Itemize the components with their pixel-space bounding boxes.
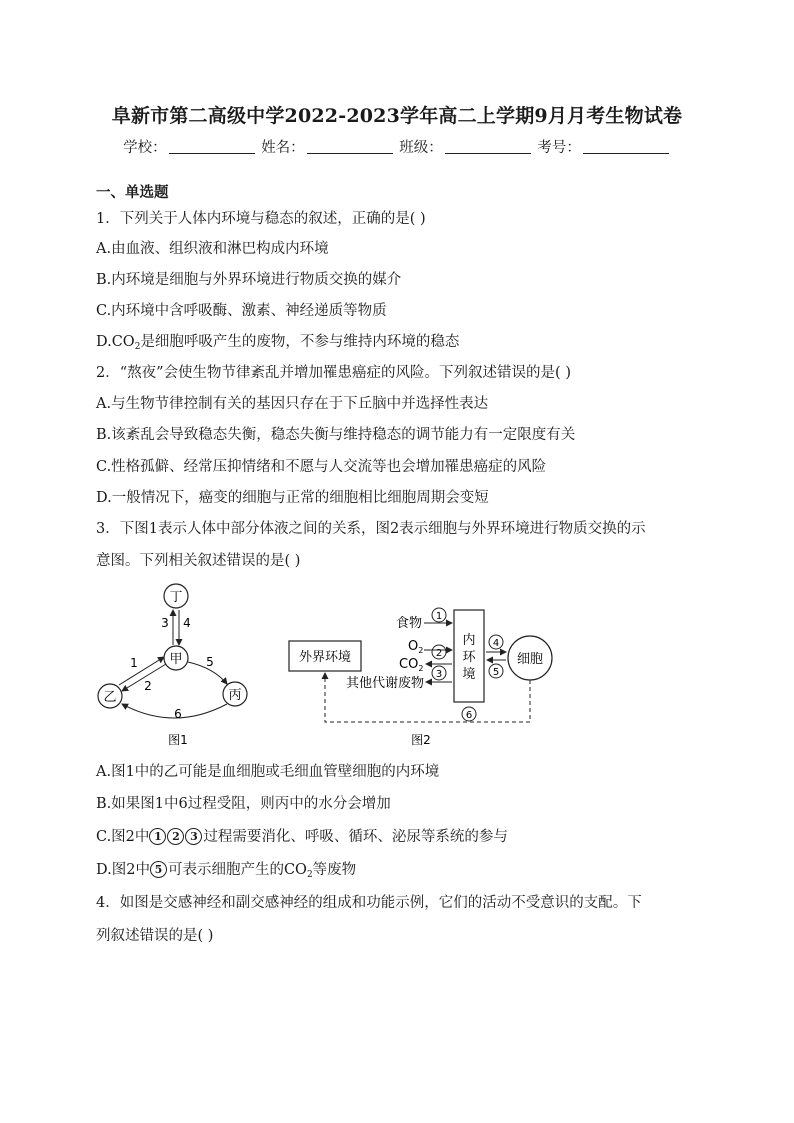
internal-env-char3: 境 [462, 667, 476, 682]
school-blank[interactable] [169, 139, 255, 154]
q4-stem-line1: 4．如图是交感神经和副交感神经的组成和功能示例，它们的活动不受意识的支配。下 [96, 895, 642, 911]
internal-env-char1: 内 [462, 633, 476, 648]
figure-2-caption: 图2 [411, 733, 431, 747]
q1-option-b: B.内环境是细胞与外界环境进行物质交换的媒介 [96, 272, 402, 288]
q3-c-post: 过程需要消化、呼吸、循环、泌尿等系统的参与 [203, 829, 508, 845]
q2-option-a: A.与生物节律控制有关的基因只存在于下丘脑中并选择性表达 [96, 396, 489, 412]
step-6-label: 6 [465, 710, 473, 721]
o2-label: $O_2$ [408, 639, 424, 655]
figure-1-caption: 图1 [168, 733, 188, 747]
q3-d-sub: 2 [306, 870, 313, 880]
q3-d-pre: D.图2中 [96, 862, 150, 878]
node-jia-label: 甲 [169, 652, 183, 667]
step-2-label: 2 [435, 648, 443, 659]
q3-option-a: A.图1中的乙可能是血细胞或毛细血管壁细胞的内环境 [96, 764, 440, 780]
label-4: 4 [183, 616, 191, 630]
exam-no-blank[interactable] [583, 139, 669, 154]
q1-d-post: 是细胞呼吸产生的废物，不参与维持内环境的稳态 [140, 334, 460, 350]
q3-d-post: 等废物 [312, 862, 357, 878]
q1-stem: 1．下列关于人体内环境与稳态的叙述，正确的是( ) [96, 211, 426, 227]
cell-label: 细胞 [516, 652, 544, 667]
label-3: 3 [161, 616, 169, 630]
q1-d-sub: 2 [134, 342, 141, 352]
class-label: 班级： [399, 140, 443, 156]
name-label: 姓名： [261, 140, 305, 156]
food-label: 食物 [396, 616, 423, 631]
label-2: 2 [144, 679, 152, 693]
step-5-label: 5 [492, 667, 500, 678]
q1-option-d [96, 330, 459, 351]
exam-no-label: 考号： [537, 140, 581, 156]
step-1-label: 1 [435, 611, 443, 622]
q2-stem: 2．“熬夜”会使生物节律紊乱并增加罹患癌症的风险。下列叙述错误的是( ) [96, 365, 571, 381]
arrow-1 [119, 657, 164, 685]
q3-option-d [96, 858, 356, 879]
q2-option-c: C.性格孤僻、经常压抑情绪和不愿与人交流等也会增加罹患癌症的风险 [96, 459, 547, 475]
label-5: 5 [206, 655, 214, 669]
q3-c-step-3: 3 [185, 828, 202, 845]
q3-option-c [96, 825, 508, 846]
figure-2-material-exchange [284, 600, 564, 750]
label-1: 1 [130, 656, 138, 670]
section-title: 一、单选题 [96, 184, 169, 201]
q4-stem-line2: 列叙述错误的是( ) [96, 928, 214, 944]
node-yi-label: 乙 [103, 690, 117, 705]
q2-option-b: B.该紊乱会导致稳态失衡，稳态失衡与维持稳态的调节能力有一定限度有关 [96, 427, 576, 443]
figure-1-body-fluids [96, 580, 266, 750]
class-blank[interactable] [445, 139, 531, 154]
q3-option-b: B.如果图1中6过程受阻，则丙中的水分会增加 [96, 796, 391, 812]
student-info-line [0, 136, 794, 157]
school-label: 学校： [123, 140, 167, 156]
q3-c-step-2: 2 [167, 828, 184, 845]
node-bing-label: 丙 [228, 688, 242, 703]
node-ding-label: 丁 [169, 590, 183, 605]
q3-d-mid: 可表示细胞产生的CO [167, 862, 307, 878]
q2-option-d: D.一般情况下，癌变的细胞与正常的细胞相比细胞周期会变短 [96, 490, 489, 506]
step-3-label: 3 [435, 669, 443, 680]
q1-option-c: C.内环境中含呼吸酶、激素、神经递质等物质 [96, 303, 387, 319]
waste-label: 其他代谢废物 [346, 676, 425, 691]
step-4-label: 4 [492, 638, 500, 649]
q1-option-a: A.由血液、组织液和淋巴构成内环境 [96, 241, 329, 257]
q3-c-pre: C.图2中 [96, 829, 150, 845]
outside-env-label: 外界环境 [298, 650, 352, 665]
q3-c-step-1: 1 [149, 828, 166, 845]
q3-stem-line2: 意图。下列相关叙述错误的是( ) [96, 553, 301, 569]
name-blank[interactable] [307, 139, 393, 154]
q3-d-step-5: 5 [150, 861, 167, 878]
q3-stem-line1: 3．下图1表示人体中部分体液之间的关系，图2表示细胞与外界环境进行物质交换的示 [96, 521, 646, 537]
co2-label: $CO_2$ [399, 657, 424, 673]
internal-env-char2: 环 [462, 650, 476, 665]
exam-title: 阜新市第二高级中学2022-2023学年高二上学期9月月考生物试卷 [111, 105, 683, 127]
label-6: 6 [174, 707, 182, 721]
q1-d-pre: D.CO [96, 334, 135, 350]
